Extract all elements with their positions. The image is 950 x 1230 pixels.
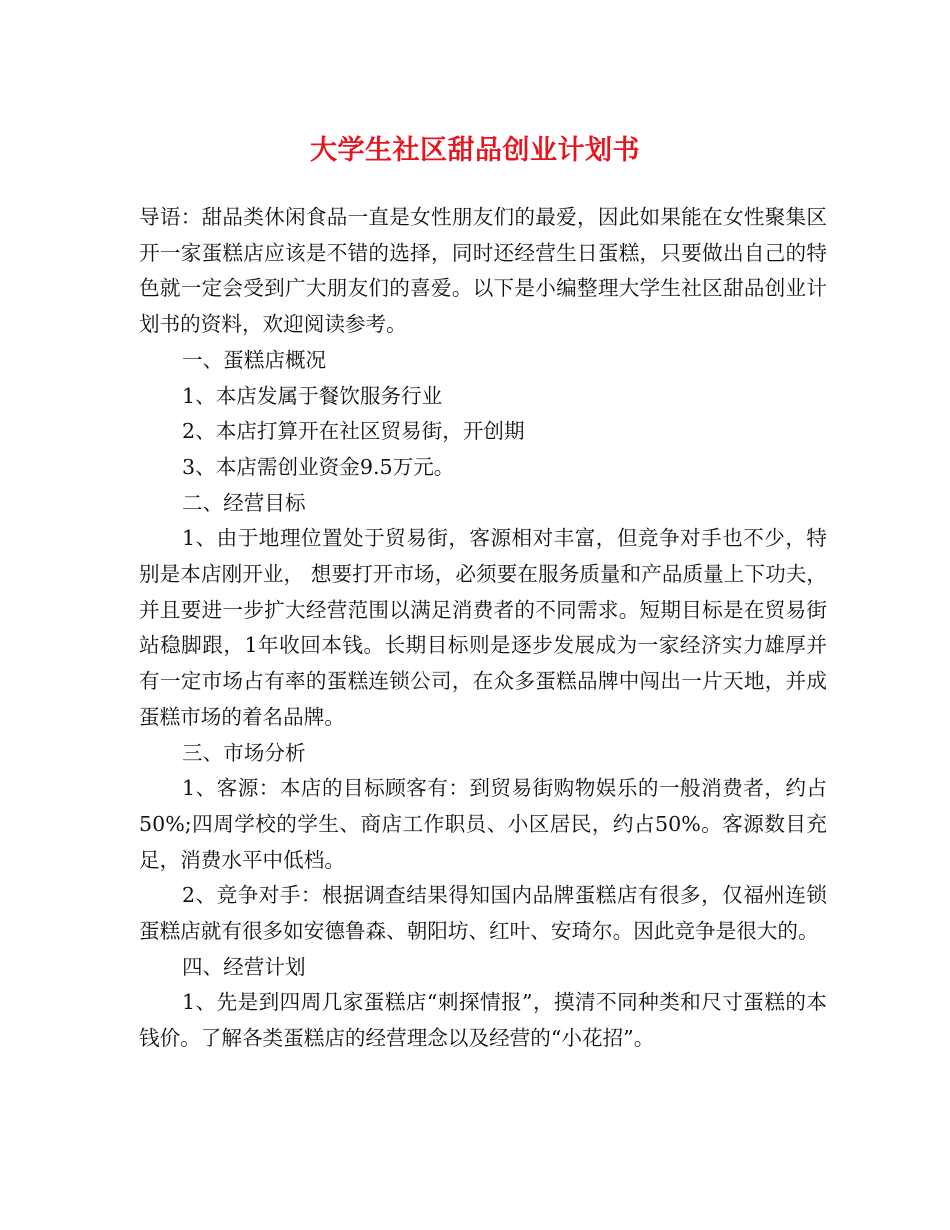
intro-paragraph: 导语：甜品类休闲食品一直是女性朋友们的最爱，因此如果能在女性聚集区开一家蛋糕店应该是不错的选择，同时还经营生日蛋糕，只要做出自己的特色就一定会受到广大朋友们的喜爱。以下是小编整理大学生社区甜品创业计划书的资料，欢迎阅读参考。 [139, 205, 827, 337]
market-customers-paragraph: 1、客源：本店的目标顾客有：到贸易街购物娱乐的一般消费者，约占50%;四周学校的学生、商店工作职员、小区居民，约占50%。客源数目充足，消费水平中低档。 [139, 776, 827, 872]
section-heading-overview: 一、蛋糕店概况 [182, 347, 327, 372]
goals-paragraph: 1、由于地理位置处于贸易街，客源相对丰富，但竞争对手也不少，特别是本店刚开业， 想要打开市场，必须要在服务质量和产品质量上下功夫，并且要进一步扩大经营范围以满足消费者的不同需求。短期目标是在贸易街站稳脚跟，1年收回本钱。长期目标则是逐步发展成为一家经济实力雄厚并有一定市场占有率的蛋糕连锁公司，在众多蛋糕品牌中闯出一片天地，并成蛋糕市场的着名品牌。 [139, 526, 827, 729]
document-body [139, 200, 827, 1057]
market-competitors-paragraph: 2、竞争对手：根据调查结果得知国内品牌蛋糕店有很多，仅福州连锁蛋糕店就有很多如安德鲁森、朝阳坊、红叶、安琦尔。因此竞争是很大的。 [139, 883, 827, 944]
section-heading-goals: 二、经营目标 [182, 490, 306, 515]
overview-item-2: 2、本店打算开在社区贸易街，开创期 [182, 419, 525, 444]
overview-item-1: 1、本店发属于餐饮服务行业 [182, 383, 443, 408]
overview-item-3: 3、本店需创业资金9.5万元。 [182, 454, 455, 479]
section-heading-plan: 四、经营计划 [182, 954, 306, 979]
section-heading-market: 三、市场分析 [182, 740, 306, 765]
document-title: 大学生社区甜品创业计划书 [310, 135, 640, 166]
plan-item-1: 1、先是到四周几家蛋糕店“刺探情报”，摸清不同种类和尺寸蛋糕的本钱价。了解各类蛋糕店的经营理念以及经营的“小花招”。 [139, 990, 827, 1051]
